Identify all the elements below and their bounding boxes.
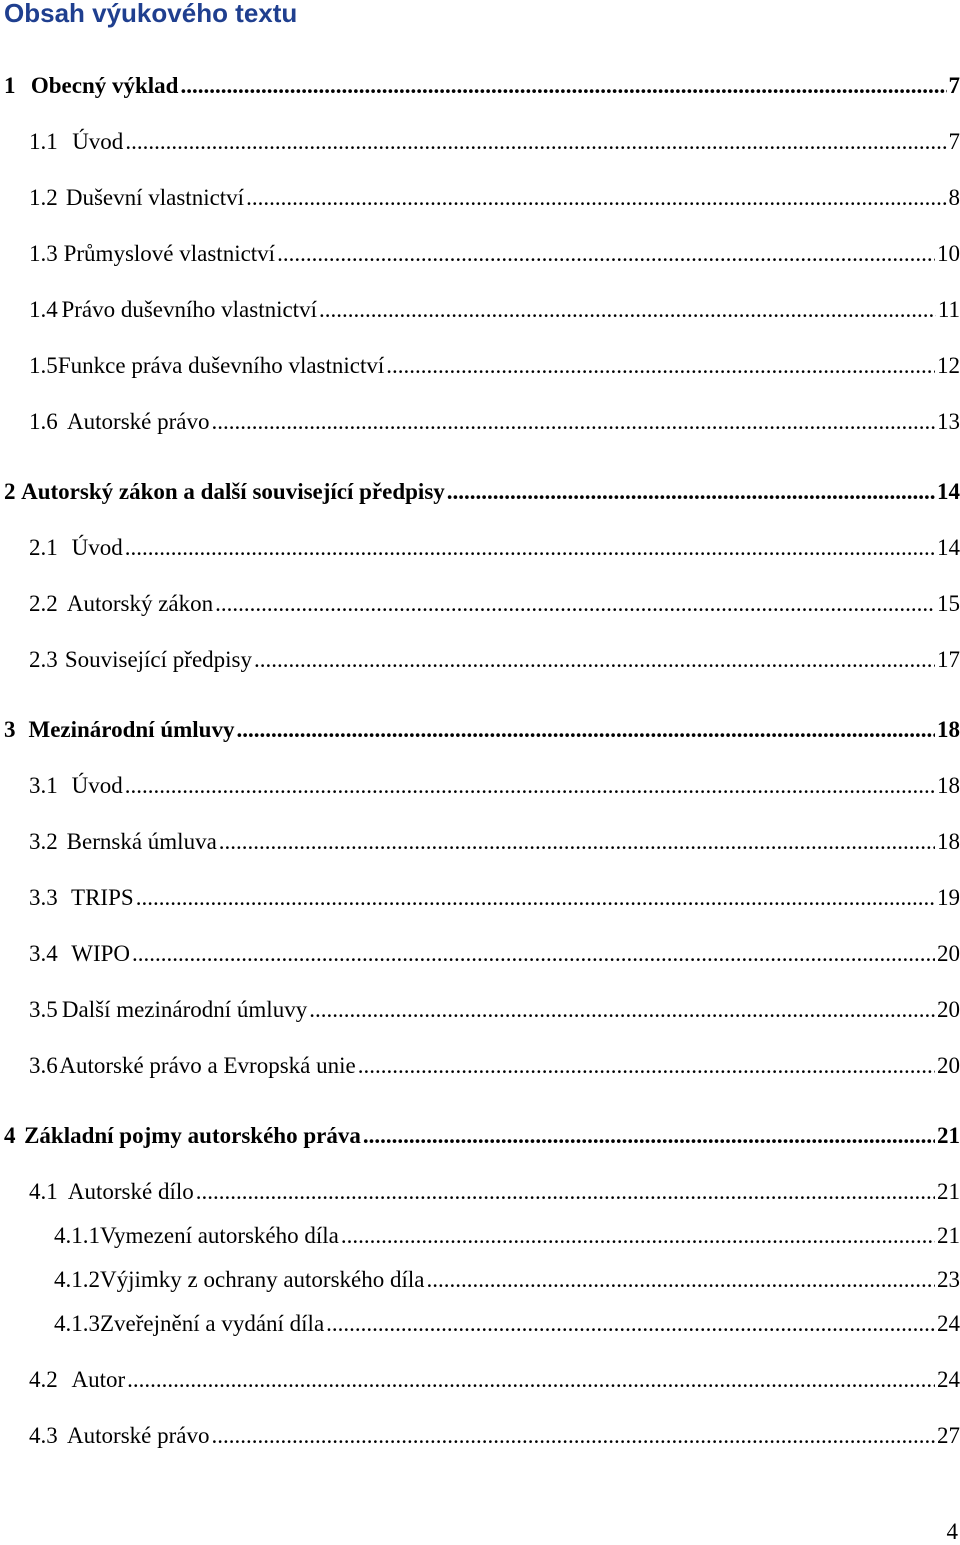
toc-entry-title: Funkce práva duševního vlastnictví — [58, 353, 386, 379]
dot-leader — [341, 1223, 935, 1249]
toc-entry-page: 17 — [935, 647, 960, 673]
dot-leader — [254, 647, 935, 673]
toc-entry[interactable] — [29, 129, 960, 155]
toc-entry-title: WIPO — [71, 941, 132, 967]
dot-leader — [215, 591, 935, 617]
toc-entry-page: 14 — [935, 479, 960, 505]
toc-entry-page: 15 — [935, 591, 960, 617]
toc-entry[interactable] — [4, 479, 960, 505]
toc-entry-number: 3.4 — [29, 941, 71, 967]
dot-leader — [426, 1267, 935, 1293]
toc-entry-title: Autor — [71, 1367, 127, 1393]
toc-entry-title: Autorský zákon — [67, 591, 215, 617]
toc-entry-page: 19 — [935, 885, 960, 911]
toc-entry-number: 3.2 — [29, 829, 67, 855]
toc-entry-page: 8 — [947, 185, 960, 211]
toc-entry[interactable] — [29, 185, 960, 211]
toc-entry-number: 4.1.1 — [54, 1223, 100, 1249]
dot-leader — [236, 717, 935, 743]
toc-entry-page: 7 — [947, 73, 960, 99]
toc-entry-title: Výjimky z ochrany autorského díla — [100, 1267, 426, 1293]
toc-entry-page: 18 — [935, 829, 960, 855]
toc-entry-page: 24 — [935, 1311, 960, 1337]
toc-entry-title: Bernská úmluva — [67, 829, 219, 855]
dot-leader — [136, 885, 935, 911]
toc-entry-title: Autorské dílo — [68, 1179, 196, 1205]
page-number: 4 — [947, 1519, 959, 1545]
toc-entry-number: 3 — [4, 717, 29, 743]
toc-entry-page: 7 — [947, 129, 960, 155]
dot-leader — [358, 1053, 935, 1079]
toc-entry-number: 4.1 — [29, 1179, 68, 1205]
toc-entry[interactable] — [29, 1179, 960, 1205]
dot-leader — [125, 129, 946, 155]
toc-entry-page: 20 — [935, 1053, 960, 1079]
toc-entry-page: 12 — [935, 353, 960, 379]
toc-entry-page: 11 — [936, 297, 960, 323]
toc-entry-number: 3.5 — [29, 997, 62, 1023]
dot-leader — [447, 479, 935, 505]
dot-leader — [386, 353, 935, 379]
toc-entry[interactable] — [29, 997, 960, 1023]
toc-entry-number: 3.6 — [29, 1053, 59, 1079]
toc-entry-number: 2.2 — [29, 591, 67, 617]
dot-leader — [180, 73, 946, 99]
dot-leader — [127, 1367, 935, 1393]
toc-entry-title: Další mezinárodní úmluvy — [62, 997, 309, 1023]
toc-entry-title: Duševní vlastnictví — [66, 185, 246, 211]
toc-entry-number: 3.3 — [29, 885, 71, 911]
toc-entry-number: 1.1 — [29, 129, 72, 155]
toc-entry-page: 10 — [935, 241, 960, 267]
toc-entry-title: Úvod — [72, 535, 125, 561]
toc-entry-number: 1.2 — [29, 185, 66, 211]
toc-entry-page: 21 — [935, 1223, 960, 1249]
dot-leader — [326, 1311, 935, 1337]
dot-leader — [125, 535, 935, 561]
toc-entry-title: Mezinárodní úmluvy — [29, 717, 237, 743]
toc-entry-number: 3.1 — [29, 773, 72, 799]
toc-entry-number: 2.3 — [29, 647, 65, 673]
toc-entry-number: 1.3 — [29, 241, 64, 267]
toc-entry-title: Autorský zákon a další související předpisy — [21, 479, 447, 505]
toc-entry[interactable] — [54, 1267, 960, 1293]
toc-entry-title: Průmyslové vlastnictví — [64, 241, 277, 267]
toc-entry[interactable] — [29, 647, 960, 673]
toc-entry-title: Úvod — [72, 129, 125, 155]
toc-entry-page: 23 — [935, 1267, 960, 1293]
dot-leader — [125, 773, 935, 799]
toc-entry[interactable] — [29, 773, 960, 799]
toc-entry-title: Právo duševního vlastnictví — [61, 297, 319, 323]
toc-entry-page: 21 — [935, 1179, 960, 1205]
toc-entry-number: 1.6 — [29, 409, 67, 435]
dot-leader — [196, 1179, 935, 1205]
toc-entry[interactable] — [29, 885, 960, 911]
toc-entry[interactable] — [29, 1367, 960, 1393]
toc-entry-title: TRIPS — [71, 885, 136, 911]
toc-entry-number: 1.4 — [29, 297, 61, 323]
toc-entry[interactable] — [29, 1423, 960, 1449]
toc-entry[interactable] — [29, 1053, 960, 1079]
toc-entry-number: 2 — [4, 479, 21, 505]
toc-entry-title: Související předpisy — [65, 647, 254, 673]
dot-leader — [309, 997, 935, 1023]
dot-leader — [219, 829, 935, 855]
toc-entry-page: 20 — [935, 941, 960, 967]
toc-entry-number: 4.1.3 — [54, 1311, 100, 1337]
toc-entry[interactable] — [29, 591, 960, 617]
toc-entry[interactable] — [29, 353, 960, 379]
toc-entry[interactable] — [29, 409, 960, 435]
toc-entry-number: 4 — [4, 1123, 24, 1149]
toc-entry-page: 24 — [935, 1367, 960, 1393]
toc-entry-number: 4.1.2 — [54, 1267, 100, 1293]
dot-leader — [211, 409, 935, 435]
toc-entry[interactable] — [29, 535, 960, 561]
dot-leader — [246, 185, 946, 211]
dot-leader — [132, 941, 935, 967]
toc-entry[interactable] — [54, 1223, 960, 1249]
toc-entry-number: 4.2 — [29, 1367, 71, 1393]
toc-entry-title: Základní pojmy autorského práva — [24, 1123, 363, 1149]
toc-entry-title: Autorské právo — [67, 409, 211, 435]
toc-entry-title: Autorské právo — [67, 1423, 211, 1449]
toc-entry-page: 21 — [935, 1123, 960, 1149]
dot-leader — [211, 1423, 935, 1449]
toc-entry-title: Obecný výklad — [31, 73, 181, 99]
toc-entry[interactable] — [4, 717, 960, 743]
toc-entry-number: 2.1 — [29, 535, 72, 561]
toc-entry-title: Autorské právo a Evropská unie — [59, 1053, 357, 1079]
dot-leader — [277, 241, 935, 267]
toc-entry-number: 1.5 — [29, 353, 58, 379]
dot-leader — [363, 1123, 935, 1149]
toc-entry-title: Vymezení autorského díla — [100, 1223, 341, 1249]
toc-heading: Obsah výukového textu — [4, 0, 297, 29]
toc-entry-page: 18 — [935, 773, 960, 799]
toc-entry-page: 13 — [935, 409, 960, 435]
toc-entry-page: 14 — [935, 535, 960, 561]
toc-entry-page: 27 — [935, 1423, 960, 1449]
toc-entry[interactable] — [29, 829, 960, 855]
toc-entry-page: 18 — [935, 717, 960, 743]
toc-entry-number: 1 — [4, 73, 31, 99]
toc-entry-number: 4.3 — [29, 1423, 67, 1449]
toc-entry-title: Úvod — [72, 773, 125, 799]
toc-entry[interactable] — [29, 297, 960, 323]
toc-entry-page: 20 — [935, 997, 960, 1023]
toc-entry[interactable] — [29, 941, 960, 967]
toc-entry[interactable] — [4, 73, 960, 99]
dot-leader — [319, 297, 936, 323]
toc-entry[interactable] — [29, 241, 960, 267]
toc-entry[interactable] — [4, 1123, 960, 1149]
toc-entry[interactable] — [54, 1311, 960, 1337]
toc-entry-title: Zveřejnění a vydání díla — [100, 1311, 326, 1337]
